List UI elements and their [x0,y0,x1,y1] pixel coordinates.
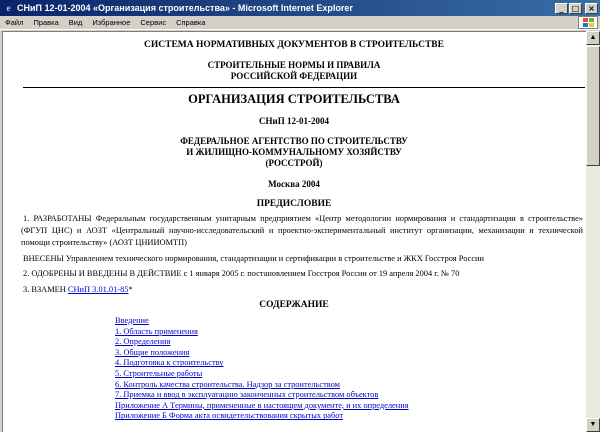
windows-logo-icon [578,16,598,29]
contents-heading: СОДЕРЖАНИЕ [259,300,329,310]
main-title: ОРГАНИЗАЦИЯ СТРОИТЕЛЬСТВА [188,92,400,106]
scroll-thumb[interactable] [586,46,600,166]
vertical-scrollbar[interactable] [586,31,600,432]
menu-file[interactable]: Файл [5,18,24,27]
toc-construction-works-link[interactable]: 5. Строительные работы [115,368,203,378]
city-year: Москва 2004 [268,179,320,189]
table-of-contents [115,316,409,422]
toc-preparation-link[interactable]: 4. Подготовка к строительству [115,358,224,368]
preface-heading: ПРЕДИСЛОВИЕ [256,199,332,209]
document-code: СНиП 12-01-2004 [259,116,329,126]
preface-paragraph-3: 2. ОДОБРЕНЫ И ВВЕДЕНЫ В ДЕЙСТВИЕ с 1 января 2005 г. постановлением Госстроя России от 19 апреля 2004 г. № 70 [23,269,460,278]
close-button[interactable]: × [585,3,598,14]
toc-appendix-a-link[interactable]: Приложение А Термины, примененные в настоящем документе, и их определения [115,400,409,410]
menu-view[interactable]: Вид [68,18,83,27]
internet-explorer-icon: e [6,3,11,13]
toc-scope-link[interactable]: 1. Область применения [115,326,198,336]
title-divider [23,87,585,88]
menu-tools[interactable]: Сервис [140,18,167,27]
menu-bar [0,16,600,30]
scroll-down-arrow-icon[interactable]: ▼ [586,418,600,432]
toc-acceptance-link[interactable]: 7. Приемка и ввод в эксплуатацию законченных строительством объектов [115,390,379,400]
agency-line-3: (РОССТРОЙ) [265,158,323,168]
preface-paragraph-4 [21,284,583,296]
replaces-label: 3. ВЗАМЕН [23,285,68,294]
maximize-button[interactable]: □ [569,3,582,14]
system-title: СИСТЕМА НОРМАТИВНЫХ ДОКУМЕНТОВ В СТРОИТЕЛЬСТВЕ [144,40,444,50]
window-title: СНиП 12-01-2004 «Организация строительства» - Microsoft Internet Explorer [17,3,353,13]
toc-general-provisions-link[interactable]: 3. Общие положения [115,347,190,357]
menu-favorites[interactable]: Избранное [92,18,131,27]
document-view[interactable] [2,31,586,432]
agency-line-2: И ЖИЛИЩНО-КОММУНАЛЬНОМУ ХОЗЯЙСТВУ [186,147,402,157]
preface-paragraph-1: 1. РАЗРАБОТАНЫ Федеральным государственным унитарным предприятием «Центр методологии нормирования и стандартизации в строительстве» (ФГУП ЦНС) и АОЗТ «Центральный научно-исследовательский и проектно-экспериментальный институт организации, механизации и технической помощи строительству» (АОЗТ ЦНИИОМТП) [21,214,583,247]
toc-appendix-b-link[interactable]: Приложение Б Форма акта освидетельствования скрытых работ [115,411,344,421]
toc-definitions-link[interactable]: 2. Определения [115,337,171,347]
scroll-up-arrow-icon[interactable]: ▲ [586,31,600,45]
title-bar [0,0,600,16]
norms-line-1: СТРОИТЕЛЬНЫЕ НОРМЫ И ПРАВИЛА [207,60,381,70]
toc-introduction-link[interactable]: Введение [115,316,149,325]
agency-line-1: ФЕДЕРАЛЬНОЕ АГЕНТСТВО ПО СТРОИТЕЛЬСТВУ [180,136,408,146]
asterisk: * [128,285,133,294]
toc-quality-control-link[interactable]: 6. Контроль качества строительства. Надзор за строительством [115,379,340,389]
norms-line-2: РОССИЙСКОЙ ФЕДЕРАЦИИ [230,71,358,81]
menu-help[interactable]: Справка [176,18,206,27]
snip-3-01-01-85-link[interactable]: СНиП 3.01.01-85 [67,285,129,294]
menu-edit[interactable]: Правка [33,18,59,27]
preface-paragraph-2: ВНЕСЕНЫ Управлением технического нормирования, стандартизации и сертификации в строительстве и ЖКХ Госстроя России [23,254,484,263]
minimize-button[interactable]: _ [555,3,568,14]
